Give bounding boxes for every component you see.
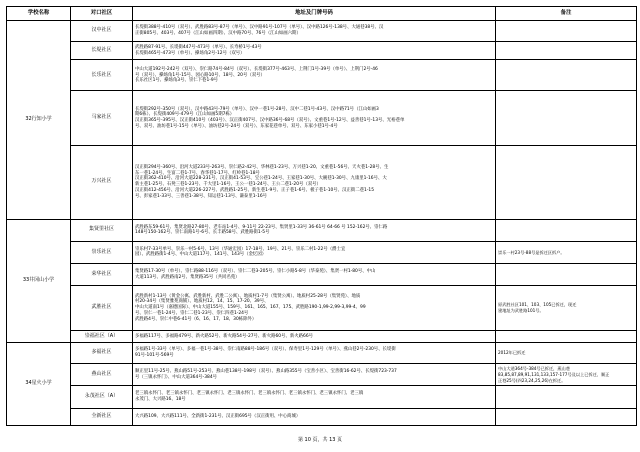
community-cell: 武胜社区 bbox=[71, 286, 133, 330]
address-cell: 大兴路109、大兴路111号、全新街1-231号、汉正街695号（汉正街用、中心商城） bbox=[133, 408, 496, 425]
note-cell: 2012年已拆迁 bbox=[496, 343, 637, 364]
school-name: 33井冈山小学 bbox=[7, 219, 71, 342]
community-cell: 万兴社区 bbox=[71, 145, 133, 219]
page-number: 第 10 页，共 13 页 bbox=[297, 437, 343, 443]
note-cell bbox=[496, 330, 637, 342]
address-cell: 中山大道192号-242号（双号）、崇仁路74号-84号（双号）、长堤街377号-463号、上荆门1号-39号（单号）、上荆门2号-46 号（双号）、操场角1号-15号、园心路10号、18号、20号（双号） 长乐社区1号、操场角3号、崇仁下巷1-9号 bbox=[133, 60, 496, 91]
table-row bbox=[7, 386, 637, 408]
note-cell bbox=[496, 219, 637, 241]
table-row bbox=[7, 264, 637, 286]
address-cell: 多福路117号、多福路479号、新火路52号、新火路54号-27号、新火路60号、新火路66号 bbox=[133, 330, 496, 342]
address-cell: 长堤街388号-410号（双号）、武胜路83号-87号（单号）、汉中路91号-107号（单号）、汉中路126号-138号、大通巷38号、汉 正街805号、403号、407号（江山如画四期）、汉中路70号、76号（江山如画六期） bbox=[133, 21, 496, 42]
table-row bbox=[7, 219, 637, 241]
table-row bbox=[7, 363, 637, 385]
community-cell: 多福社区 bbox=[71, 343, 133, 364]
community-cell: 全新社区 bbox=[71, 408, 133, 425]
community-cell: 崇乐社区 bbox=[71, 241, 133, 263]
community-address-table bbox=[6, 6, 637, 426]
note-cell bbox=[496, 145, 637, 219]
community-cell: 长乐社区 bbox=[71, 60, 133, 91]
community-cell: 长堤社区 bbox=[71, 41, 133, 60]
address-cell: 汉正街294号-360号、沿河大道233号-263号、崇仁路2-42号、华林巷1-23号、万兴巷1-20、文重巷1-56号、天火巷1-28号、生 东一巷1-24号、生富二巷1-7号、春华巷1-17号、红岭巷1-18号 汉正街362-410号、沿河大道228-231号、汉正街41-53号、宝公巷1-24号、王家巷1-30号、大碗巷1-30号、九康里1-16号、大 新主巷1-25号、石凳三巷1-23号、千大里1-16号、王公一巷1-24号、王公二巷1-20号（双号） 汉正街412-456号、沿河大道226-227号、武胜路1-25号、新生巷1-9号、正子巷1-6号、板子巷1-10号、汉正街二巷1-15 号、彭家巷1-33号、三善巷1-38号、知运巷1-13号、谦泰里1-16号 bbox=[133, 145, 496, 219]
table-row bbox=[7, 330, 637, 342]
community-cell: 燕山社区 bbox=[71, 363, 133, 385]
table-row bbox=[7, 145, 637, 219]
table-header-row bbox=[7, 7, 637, 21]
school-name: 34星火小学 bbox=[7, 343, 71, 426]
table-row bbox=[7, 343, 637, 364]
note-cell: 原武胜社区101、103、105已拆迁，现迁 建地址为武胜路101号。 bbox=[496, 286, 637, 330]
note-cell bbox=[496, 41, 637, 60]
header-address: 地址及门牌号码 bbox=[133, 7, 496, 21]
community-cell: 崇福社区（A） bbox=[71, 330, 133, 342]
community-cell: 马家社区 bbox=[71, 91, 133, 145]
community-cell: 汉中社区 bbox=[71, 21, 133, 42]
table-row bbox=[7, 41, 637, 60]
note-cell bbox=[496, 408, 637, 425]
note-cell bbox=[496, 60, 637, 91]
note-cell bbox=[496, 91, 637, 145]
table-row bbox=[7, 241, 637, 263]
community-cell: 荣华社区 bbox=[71, 264, 133, 286]
address-cell: 老三镇永怀门、老三镇永怀门、老三镇永怀门、老三镇永怀门、老三镇永怀门、老三镇永怀门、老三镇永怀门、老三镇 永茂门、大兴路16、18号 bbox=[133, 386, 496, 408]
table-row bbox=[7, 21, 637, 42]
note-cell bbox=[496, 21, 637, 42]
header-community: 对口社区 bbox=[71, 7, 133, 21]
header-note: 备注 bbox=[496, 7, 637, 21]
address-cell: 长堤街292号-350号（双号）、汉中路43号-79号（单号）、汉中一巷1号-28号、汉中二巷1号-43号、汉中路71号（江山如画3 期6栋）、长堤街409号-479号（江山如画5期7栋） 汉正街365号-395号、汉正街410号（403号）、汉正街407号、汉中路36号-68号（双号）、文重巷1号-12号、益善巷1号-13号、光裕巷单 号、双号、油坊巷1号-15号（单号）、油坊巷2号-24号（双号）、东家花巷单号、双号、东家小巷1号-4号 bbox=[133, 91, 496, 145]
address-cell: 崇乐村7-33号单号、崇乐一村5-6号、13号（华通宏园）17-18号、19号、21号、崇乐二村1-22号（爵士宜 园）、武胜路街1-4号、中山大道117号、141号、143号（金忆园） bbox=[133, 241, 496, 263]
community-cell: 集贤里社区 bbox=[71, 219, 133, 241]
header-school: 学校名称 bbox=[7, 7, 71, 21]
address-cell: 武胜新村1-13号（黄金公寓、武胜新村、武胜二公寓）、地质村1-7号（集贤公寓）、地质村25-28号（集贤苑）、地质 村20-34号（集贤雅苑商铺）、地质村12、14、15、17-20、39号、 中山大道南1号（嘉德国际）、中山大道155号、159号、161、165、167、175、武胜路190-1,99-2,99-3,99-4、99 号、崇仁一巷1-24号、崇仁二巷1-23号、崇仁四巷1-24号 武胜路4号、崇仁中巷6-41号（6、16、17、18、30栋除外） bbox=[133, 286, 496, 330]
address-cell: 武胜路87-91号、长堤街447号-473号（单号）、长寿桥1号-43号 长堤街465号-473号（单号）、操场角2号-12号（双号） bbox=[133, 41, 496, 60]
address-cell: 多福路1号-33号（单号）、多福一巷1号-38号、崇仁南路88号-186号（双号）、保寿里1号-129号（单号）、燕山巷2号-230号、长堤街 91号-101号-569号 bbox=[133, 343, 496, 364]
address-cell: 武胜路东59-61号、集贤北路27-80号、老车站1-4号、9-11号 22-23号、集贤里1-33号 36-61号 64-66 号 152-162号、崇仁路 148号150-162号、崇仁南路1号-6号、长丰路58号、武胜路街1-5号 bbox=[133, 219, 496, 241]
community-cell: 永茂社区（A） bbox=[71, 386, 133, 408]
table-row bbox=[7, 408, 637, 425]
address-cell: 集贤路17-30号（单号）、崇仁路88-116号（双号）、崇仁二巷3-205号、崇仁小路5-8号（华泰苑）、集贤一村1-80号、中山 大道113号、武胜路南2号、集贤路35号（共同名苑） bbox=[133, 264, 496, 286]
note-cell bbox=[496, 264, 637, 286]
address-cell: 顺正里11号-25号、燕山路51号-253号、燕山巷138号-198号（双号）、燕山路355号（宝善小区）、宝善街16-62号、长堤街723-737 号（三镇永怀门）、中山大道364号-384号 bbox=[133, 363, 496, 385]
note-cell bbox=[496, 386, 637, 408]
table-row bbox=[7, 286, 637, 330]
table-row bbox=[7, 60, 637, 91]
school-name: 32行知小学 bbox=[7, 21, 71, 220]
note-cell: 崇乐一村23号-88号是拆迁区拆户。 bbox=[496, 241, 637, 263]
table-row bbox=[7, 91, 637, 145]
note-cell: 中山大道364号-384号已拆迁，燕山巷 83,85,87,89,91,131,133,157-177号及以上已拆迁、顺正 正巷25号(四23,24,25,26)在拆迁。 bbox=[496, 363, 637, 385]
